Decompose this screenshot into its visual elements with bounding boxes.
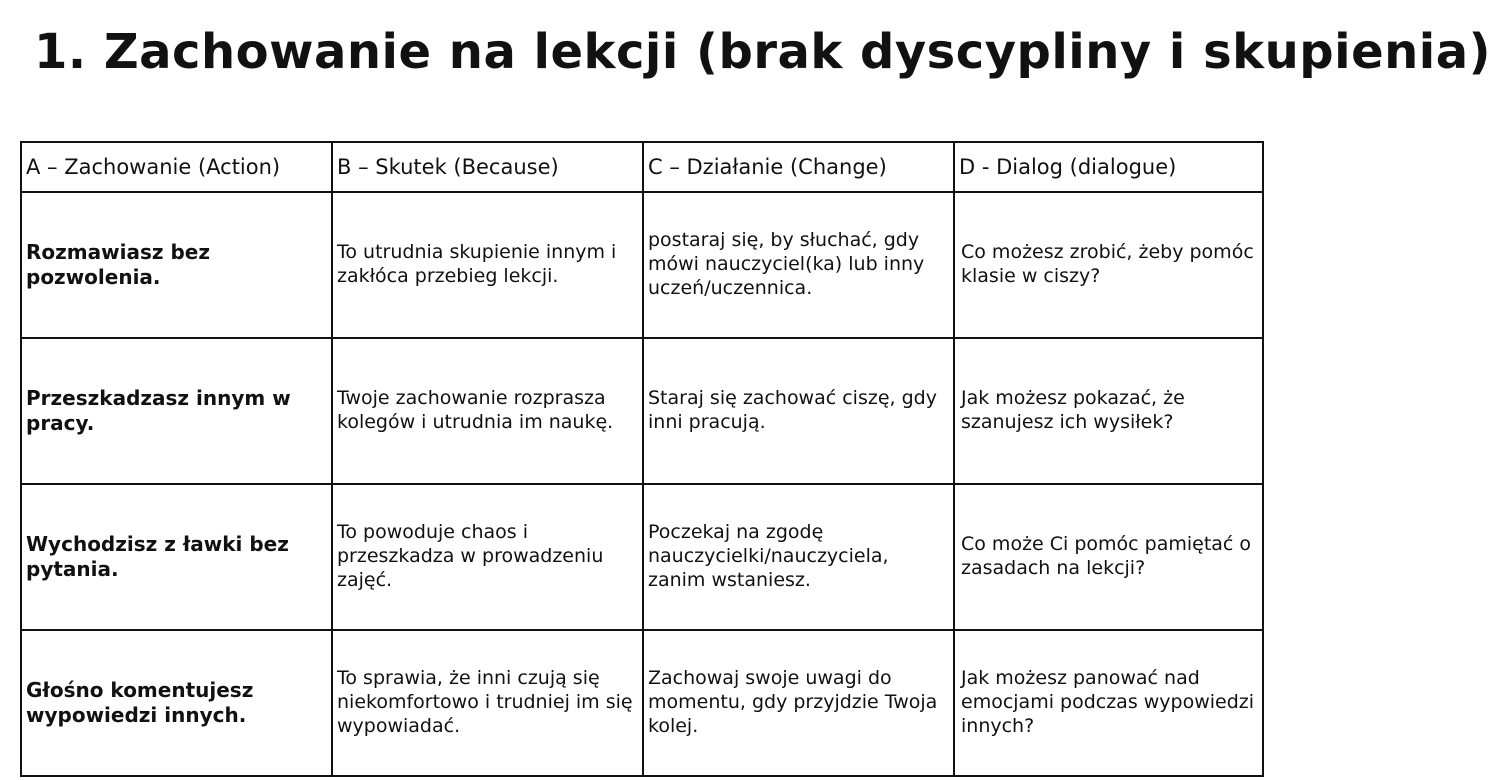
cell-dialog: Jak możesz pokazać, że szanujesz ich wysiłek? bbox=[954, 338, 1263, 484]
cell-action: Rozmawiasz bez pozwolenia. bbox=[21, 192, 332, 338]
table-row bbox=[21, 484, 1263, 630]
cell-action: Głośno komentujesz wypowiedzi innych. bbox=[21, 630, 332, 776]
cell-change: Poczekaj na zgodę nauczycielki/nauczyciela, zanim wstaniesz. bbox=[643, 484, 954, 630]
table-row bbox=[21, 192, 1263, 338]
cell-because: To powoduje chaos i przeszkadza w prowadzeniu zajęć. bbox=[332, 484, 643, 630]
cell-action: Przeszkadzasz innym w pracy. bbox=[21, 338, 332, 484]
cell-dialog: Co możesz zrobić, żeby pomóc klasie w ciszy? bbox=[954, 192, 1263, 338]
cell-change: Zachowaj swoje uwagi do momentu, gdy przyjdzie Twoja kolej. bbox=[643, 630, 954, 776]
header-dialog: D - Dialog (dialogue) bbox=[954, 142, 1263, 192]
table-header-row bbox=[21, 142, 1263, 192]
header-change: C – Działanie (Change) bbox=[643, 142, 954, 192]
cell-dialog: Co może Ci pomóc pamiętać o zasadach na lekcji? bbox=[954, 484, 1263, 630]
header-action: A – Zachowanie (Action) bbox=[21, 142, 332, 192]
cell-because: To utrudnia skupienie innym i zakłóca przebieg lekcji. bbox=[332, 192, 643, 338]
page-title: 1. Zachowanie na lekcji (brak dyscypliny i skupienia) bbox=[34, 24, 1491, 80]
table-row bbox=[21, 630, 1263, 776]
cell-change: postaraj się, by słuchać, gdy mówi nauczyciel(ka) lub inny uczeń/uczennica. bbox=[643, 192, 954, 338]
cell-change: Staraj się zachować ciszę, gdy inni pracują. bbox=[643, 338, 954, 484]
abcd-table bbox=[20, 141, 1264, 777]
table-row bbox=[21, 338, 1263, 484]
cell-action: Wychodzisz z ławki bez pytania. bbox=[21, 484, 332, 630]
cell-because: Twoje zachowanie rozprasza kolegów i utrudnia im naukę. bbox=[332, 338, 643, 484]
cell-dialog: Jak możesz panować nad emocjami podczas wypowiedzi innych? bbox=[954, 630, 1263, 776]
header-because: B – Skutek (Because) bbox=[332, 142, 643, 192]
cell-because: To sprawia, że inni czują się niekomfortowo i trudniej im się wypowiadać. bbox=[332, 630, 643, 776]
